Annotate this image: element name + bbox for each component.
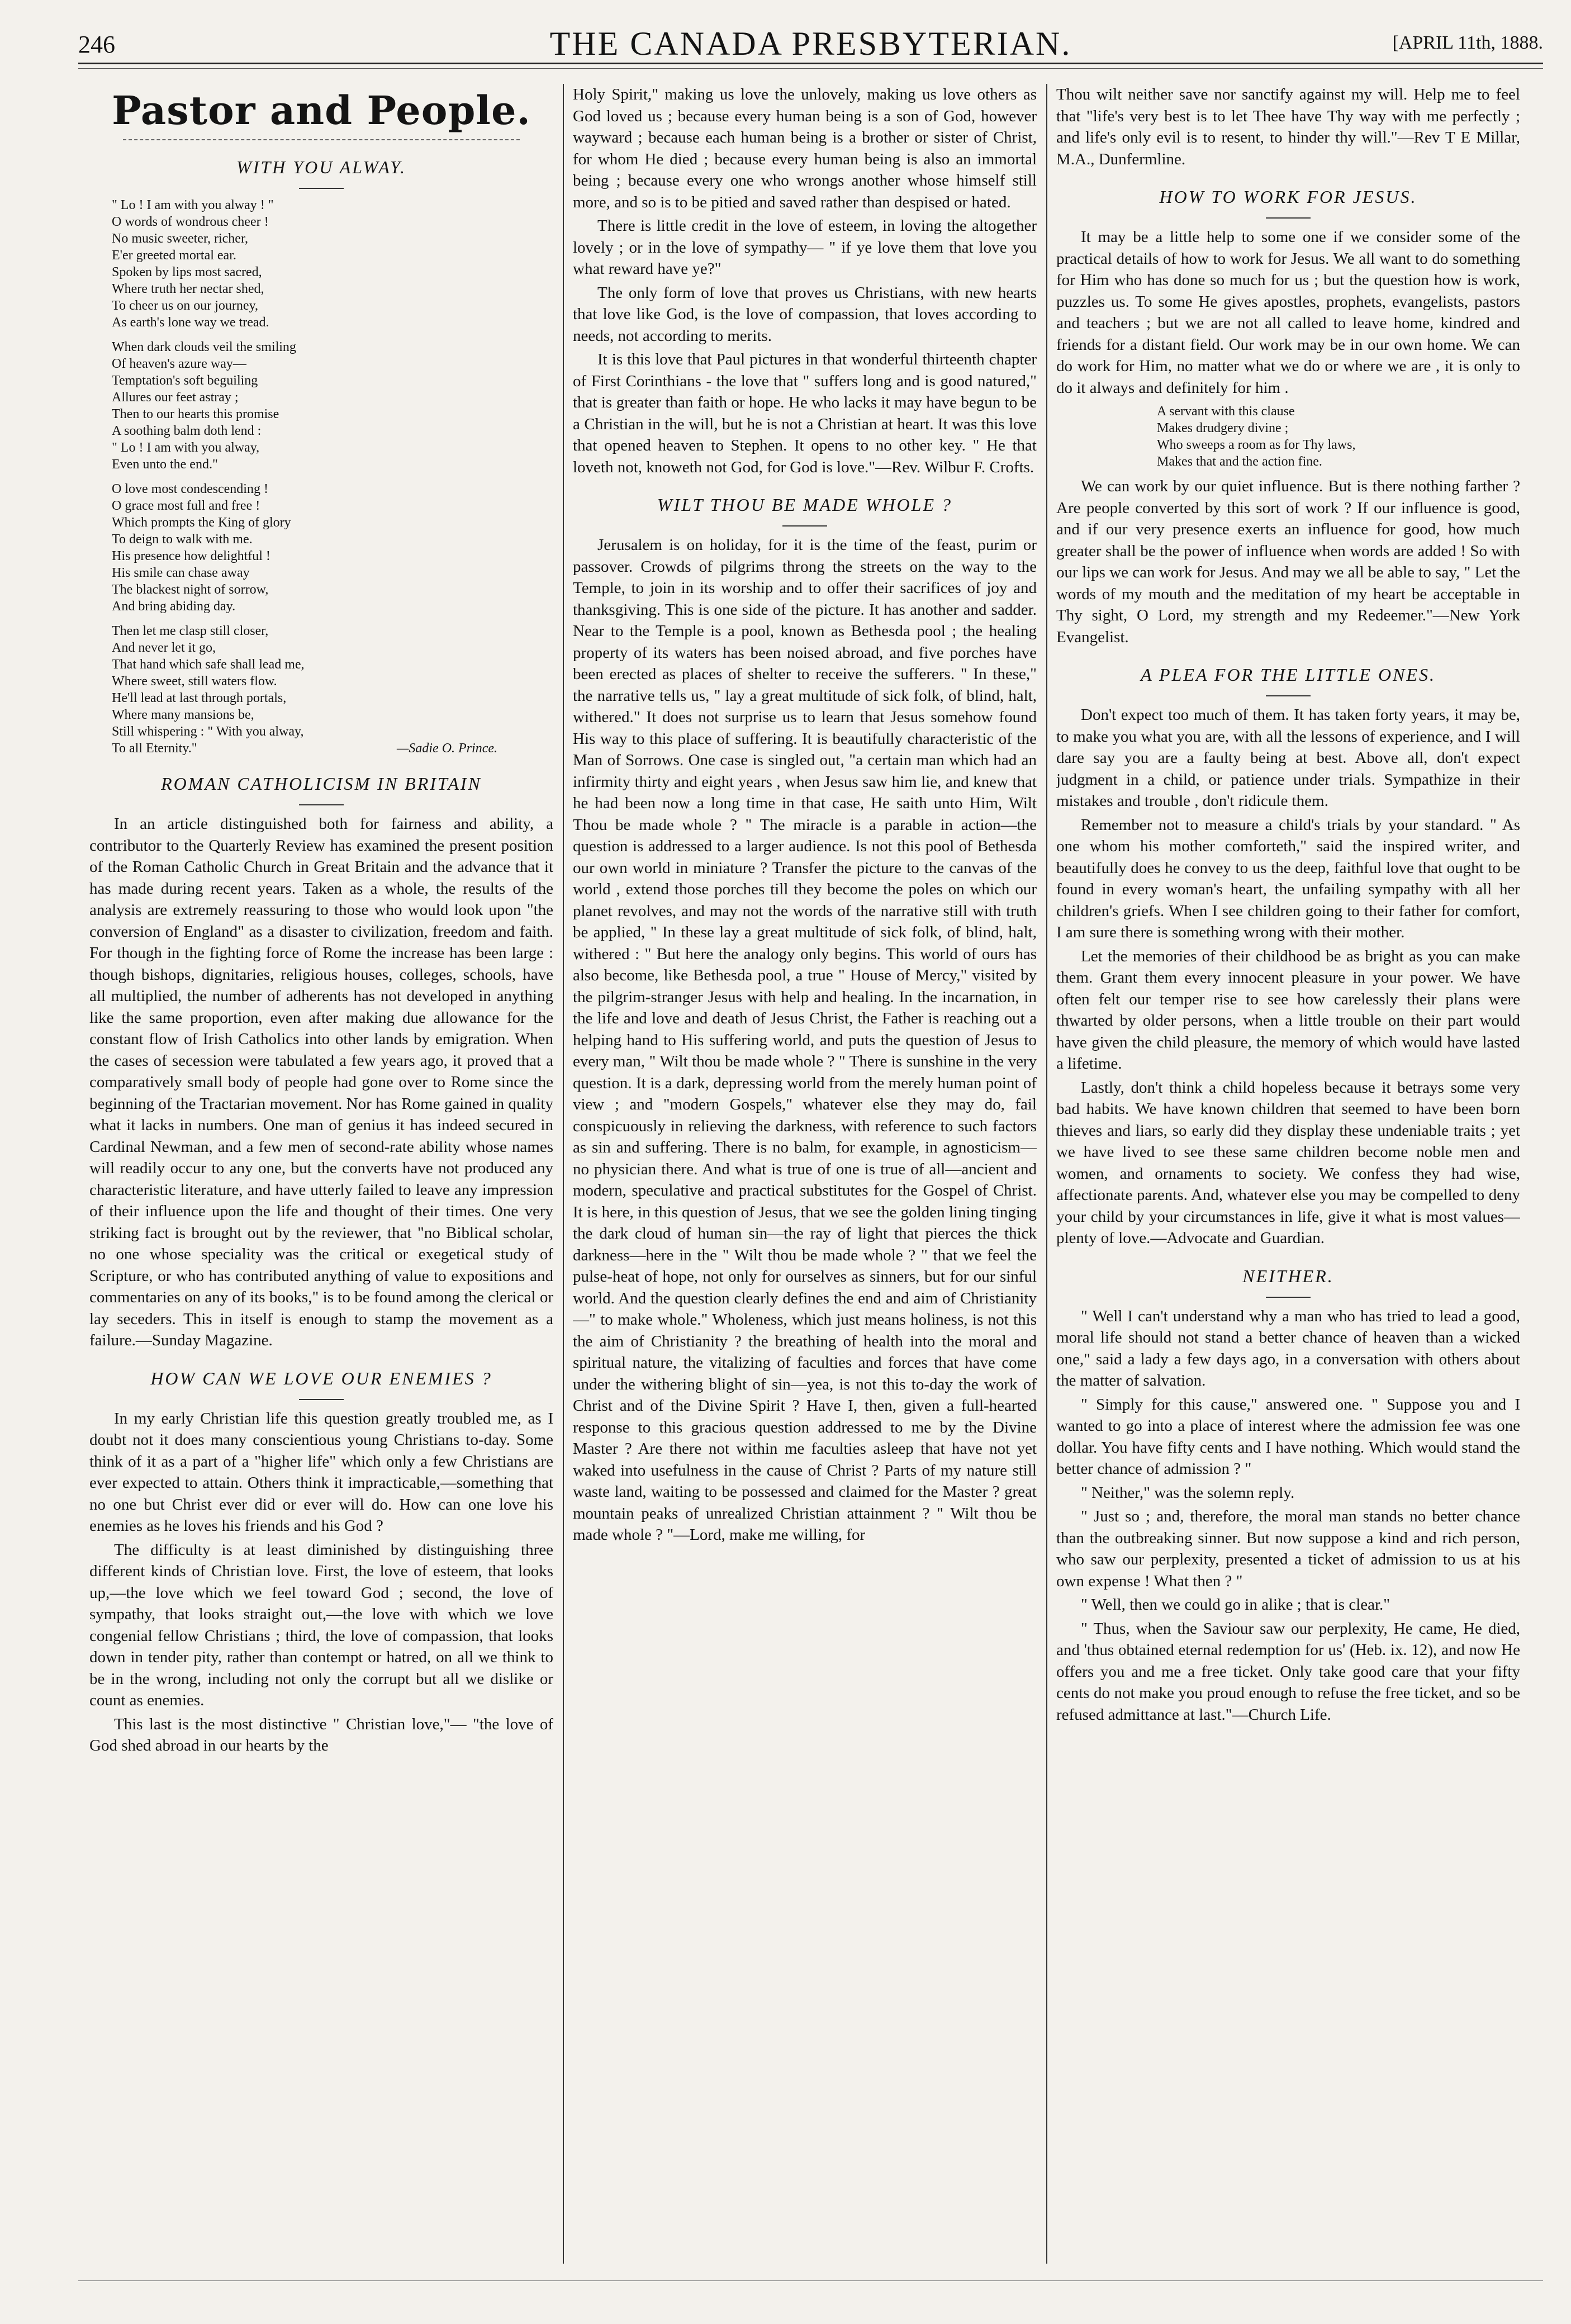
article-title: A PLEA FOR THE LITTLE ONES. <box>1141 665 1436 685</box>
article-title: WILT THOU BE MADE WHOLE ? <box>657 495 952 515</box>
poem <box>89 197 553 757</box>
header-rule-thin <box>78 68 1543 69</box>
article-paragraph: " Neither," was the solemn reply. <box>1081 1483 1295 1502</box>
title-rule <box>299 188 344 189</box>
page-header <box>78 22 1543 67</box>
article-paragraph: In my early Christian life this question greatly troubled me, as I doubt not it does many conscientious young Christians to-day. Some think of it as a part of a "higher life" which only a few Christians are ever expected to attain. Others think it impracticable,—something that no one but Christ ever did or ever will do. How can one love his enemies as he loves his friends and his God ? <box>89 1409 553 1535</box>
poem-stanza: " Lo ! I am with you alway ! " O words of wondrous cheer ! No music sweeter, richer, E'er greeted mortal ear. Spoken by lips most sacred, Where truth her nectar shed, To cheer us on our journey, As earth's lone way we tread. <box>112 198 274 330</box>
title-rule <box>1266 695 1311 696</box>
article-title: ROMAN CATHOLICISM IN BRITAIN <box>161 774 482 794</box>
article-title: HOW TO WORK FOR JESUS. <box>1159 187 1417 207</box>
article-paragraph: Don't expect too much of them. It has taken forty years, it may be, to make you what you are, with all the lessons of experience, and I will dare say you are a faulty being at best. Above all, don't expect judgment in a child, or patience under trials. Sympathize in their mistakes and trouble , don't ridicule them. <box>1056 706 1520 810</box>
article-paragraph: The only form of love that proves us Christians, with new hearts that love like God, is the love of compassion, that loves according to needs, not according to merits. <box>573 283 1037 345</box>
title-rule <box>299 804 344 805</box>
poem-stanza: Then let me clasp still closer, And never let it go, That hand which safe shall lead me, Where sweet, still waters flow. He'll lead at last through portals, Where many mansions be, Still whispering : " With you alway, To all Eternity." <box>112 624 305 756</box>
article-paragraph: " Thus, when the Saviour saw our perplexity, He came, He died, and 'thus obtained eternal redemption for us' (Heb. ix. 12), and now He offers you and me a free ticket. Only take good care that your fifty cents do not make you proud enough to refuse the free ticket, and so be refused admittance at last."—Church Life. <box>1056 1619 1520 1724</box>
poem-author: —Sadie O. Prince. <box>397 741 497 756</box>
header-rule <box>78 63 1543 64</box>
column-3 <box>1056 84 1520 2264</box>
section-divider <box>123 139 520 140</box>
article-paragraph: Let the memories of their childhood be as bright as you can make them. Grant them every innocent pleasure in your power. We have often felt our temper rise to see how carelessly their plans were thwarted by older persons, when a little trouble on their part would have given the child pleasure, the memory of which would have lasted a lifetime. <box>1056 947 1520 1073</box>
poem-stanza: When dark clouds veil the smiling Of heaven's azure way— Temptation's soft beguiling Allures our feet astray ; Then to our hearts this promise A soothing balm doth lend : " Lo ! I am with you alway, Even unto the end." <box>112 340 296 472</box>
article-paragraph: Holy Spirit," making us love the unlovely, making us love others as God loved us ; because every human being is a son of God, however wayward ; because each human being is a brother or sister of Christ, for whom He died ; because every human being is also an immortal being ; because every one who wrongs another whose himself still more, and so is to be pitied and saved rather than despised or hated. <box>573 86 1037 211</box>
article-paragraph: The difficulty is at least diminished by distinguishing three different kinds of Christian love. First, the love of esteem, that looks up,—the love which we feel toward God ; second, the love of sympathy, that looks straight out,—the love with which we love congenial fellow Christians ; third, the love of compassion, that looks down in tender pity, rather than contempt or hatred, on all we think to be in the wrong, including not only the corrupt but all we dislike or count as enemies. <box>89 1540 553 1709</box>
article-paragraph: There is little credit in the love of esteem, in loving the altogether lovely ; or in the love of sympathy— " if ye love them that love you what reward have ye?" <box>573 217 1037 278</box>
article-paragraph: " Well, then we could go in alike ; that is clear." <box>1081 1596 1390 1614</box>
newspaper-title: THE CANADA PRESBYTERIAN. <box>549 25 1072 62</box>
column-1 <box>89 84 553 2264</box>
column-divider <box>1046 84 1047 2264</box>
title-rule <box>1266 217 1311 219</box>
article-paragraph: It may be a little help to some one if we consider some of the practical details of how to work for Jesus. We all want to do something for Him who has done so much for us ; but the question how is work, puzzles us. To some He gives apostles, prophets, evangelists, pastors and teachers ; but we are not all called to leave home, kindred and friends for a distant field. Our work may be in our own home. We can do work for Him, no matter what we do or where we are , it is only to do it always and definitely for him . <box>1056 228 1520 397</box>
article-title: NEITHER. <box>1242 1265 1334 1286</box>
footer-rule <box>78 2280 1543 2281</box>
article-paragraph: Thou wilt neither save nor sanctify against my will. Help me to feel that "life's very best is to let Thee have Thy way with me perfectly ; and life's only evil is to resent, to hinder thy will."—Rev T E Millar, M.A., Dunfermline. <box>1056 86 1520 168</box>
article-paragraph: " Simply for this cause," answered one. " Suppose you and I wanted to go into a place of interest where the admission fee was one dollar. You have fifty cents and I have nothing. Which would stand the better chance of admission ? " <box>1056 1395 1520 1478</box>
column-divider <box>563 84 564 2264</box>
poem-title: WITH YOU ALWAY. <box>236 157 406 177</box>
poem-stanza: O love most condescending ! O grace most full and free ! Which prompts the King of glory To deign to walk with me. His presence how delightful ! His smile can chase away The blackest night of sorrow, And bring abiding day. <box>112 482 291 614</box>
article-paragraph: Lastly, don't think a child hopeless because it betrays some very bad habits. We have known children that seemed to have been born thieves and liars, so early did they display these undeniable traits ; yet we have lived to see these same children become noble men and women, and ornaments to society. We confess they had wise, affectionate parents. And, whatever else you may be compelled to deny your child by your circumstances in life, give it what is most values—plenty of love.—Advocate and Guardian. <box>1056 1078 1520 1247</box>
title-rule <box>299 1399 344 1400</box>
article-paragraph: " Well I can't understand why a man who has tried to lead a good, moral life should not stand a better chance of heaven than a wicked one," said a lady a few days ago, in a conversation with others about the matter of salvation. <box>1056 1307 1520 1389</box>
article-paragraph: " Just so ; and, therefore, the moral man stands no better chance than the outbreaking sinner. But now suppose a kind and rich person, who saw our perplexity, presented a ticket of admission to us at his own expense ! What then ? " <box>1056 1507 1520 1590</box>
section-title: Pastor and People. <box>112 87 531 134</box>
article-paragraph: Remember not to measure a child's trials by your standard. " As one whom his mother comforteth," said the inspired writer, and beautifully does he convey to us the deep, faithful love that ought to be found in every woman's heart, the unfailing sympathy with all her children's griefs. When I see children going to their father for comfort, I am sure there is something wrong with their mother. <box>1056 815 1520 941</box>
article-paragraph: It is this love that Paul pictures in that wonderful thirteenth chapter of First Corinthians - the love that " suffers long and is good natured," that is greater than faith or hope. He who lacks it may have begun to be a Christian in the will, but he is not a Christian at heart. It was this love that opened heaven to Stephen. It opens to no other key. " He that loveth not, knoweth not God, for God is love."—Rev. Wilbur F. Crofts. <box>573 350 1037 476</box>
article-paragraph: Jerusalem is on holiday, for it is the time of the feast, purim or passover. Crowds of pilgrims throng the streets on the way to the Temple, to join in its worship and to offer their sacrifices of joy and thanksgiving. This is one side of the picture. It has another and sadder. Near to the Temple is a pool, known as Bethesda pool ; the healing property of its waters has been noised abroad, and five porches have been erected as places of shelter to receive the sufferers. " In these," the narrative tells us, " lay a great multitude of sick folk, of blind, halt, withered." It does not surprise us to learn that Jesus somehow found His way to this place of suffering. It is beautifully characteristic of the Man of Sorrows. One case is singled out, "a certain man which had an infirmity thirty and eight years , when Jesus saw him lie, and knew that he had been now a long time in that case, He saith unto Him, Wilt Thou be made whole ? " The miracle is a parable in action—the question is addressed to a larger audience. Is not this pool of Bethesda our own world in miniature ? Transfer the picture to the canvas of the world , extend those porches till they become the poles on which our planet revolves, and may not the words of the narrative still with truth be applied, " In these lay a great multitude of sick folk, of blind, halt, withered : " But here the analogy only begins. This world of ours has also become, like Bethesda pool, a true " House of Mercy," visited by the pilgrim-stranger Jesus with help and healing. In the incarnation, in the life and love and death of Jesus Christ, the Father is reaching out a helping hand to His suffering world, and puts the question of Jesus to every man, " Wilt thou be made whole ? " There is sunshine in the very question. It is a dark, depressing world from the merely human point of view ; and "modern Gospels," whatever else they may do, fail conspicuously in relieving the darkness, with reference to such factors as sin and suffering. There is no balm, for example, in agnosticism—no physician there. And what is true of one is true of all—ancient and modern, speculative and practical substitutes for the Gospel of Christ. It is here, in this question of Jesus, that we see the golden lining tinging the dark cloud of human sin—the ray of light that pierces the thick darkness—here in the " Wilt thou be made whole ? " that we feel the pulse-heat of hope, not only for ourselves as sinners, but for our sinful world. And the question clearly defines the end and aim of Christianity—" to make whole." Wholeness, which just means holiness, is not this the aim of Christianity ? the breathing of health into the moral and spiritual nature, the vitalizing of faculties and forces that have come under the withering blight of sin—yea, is not this to-day the work of Christ and of the Divine Spirit ? Have I, then, given a full-hearted response to this gracious question addressed to me by the Divine Master ? Are there not within me faculties asleep that have not yet waked into usefulness in the cause of Christ ? Parts of my nature still waste land, waiting to be possessed and claimed for the Master ? great mountain peaks of unrealized Christian attainment ? " Wilt thou be made whole ? "—Lord, make me willing, for <box>573 536 1037 1544</box>
article-paragraph: This last is the most distinctive " Christian love,"— "the love of God shed abroad in our hearts by the <box>89 1715 553 1754</box>
verse-quote: A servant with this clause Makes drudgery divine ; Who sweeps a room as for Thy laws, Makes that and the action fine. <box>1157 404 1356 469</box>
article-paragraph: We can work by our quiet influence. But is there nothing farther ? Are people converted by this sort of work ? If our influence is good, and if our very presence exerts an influence for good, how much greater shall be the power of influence when words are added ! So with our lips we can work for Jesus. And may we all be able to say, " Let the words of my mouth and the meditation of my heart be acceptable in Thy sight, O Lord, my strength and my Redeemer."—New York Evangelist. <box>1056 477 1520 646</box>
page-number: 246 <box>78 31 115 58</box>
title-rule <box>1266 1297 1311 1298</box>
issue-date: [APRIL 11th, 1888. <box>1392 32 1543 53</box>
title-rule <box>782 525 827 527</box>
column-2 <box>573 84 1037 2264</box>
article-paragraph: In an article distinguished both for fairness and ability, a contributor to the Quarterly Review has examined the present position of the Roman Catholic Church in Great Britain and the advance that it has made during recent years. Taken as a whole, the results of the analysis are extremely reassuring to those who would look upon "the conversion of England" as a disaster to civilization, freedom and faith. For though in the fighting force of Rome the increase has been large : though bishops, dignitaries, religious houses, colleges, schools, have all multiplied, the number of adherents has not developed in anything like the same proportion, even after making due allowance for the constant flow of Irish Catholics into other lands by emigration. When the cases of secession were tabulated a few years ago, it proved that a comparatively small body of people had gone over to Rome since the beginning of the Tractarian movement. Nor has Rome gained in quality what it lacks in numbers. One man of genius it has indeed secured in Cardinal Newman, and a few men of second-rate ability whose names will readily occur to any one, but the converts have not produced any characteristic literature, and have utterly failed to leave any impression of their influence upon the life and thought of their times. One very striking fact is brought out by the reviewer, that "no Biblical scholar, no one whose speciality was the critical or exegetical study of Scripture, or who has contributed anything of value to expositions and commentaries on any of its books," is to be found among the clerical or lay seceders. This in itself is enough to stamp the movement as a failure.—Sunday Magazine. <box>89 815 553 1349</box>
article-title: HOW CAN WE LOVE OUR ENEMIES ? <box>150 1368 492 1388</box>
